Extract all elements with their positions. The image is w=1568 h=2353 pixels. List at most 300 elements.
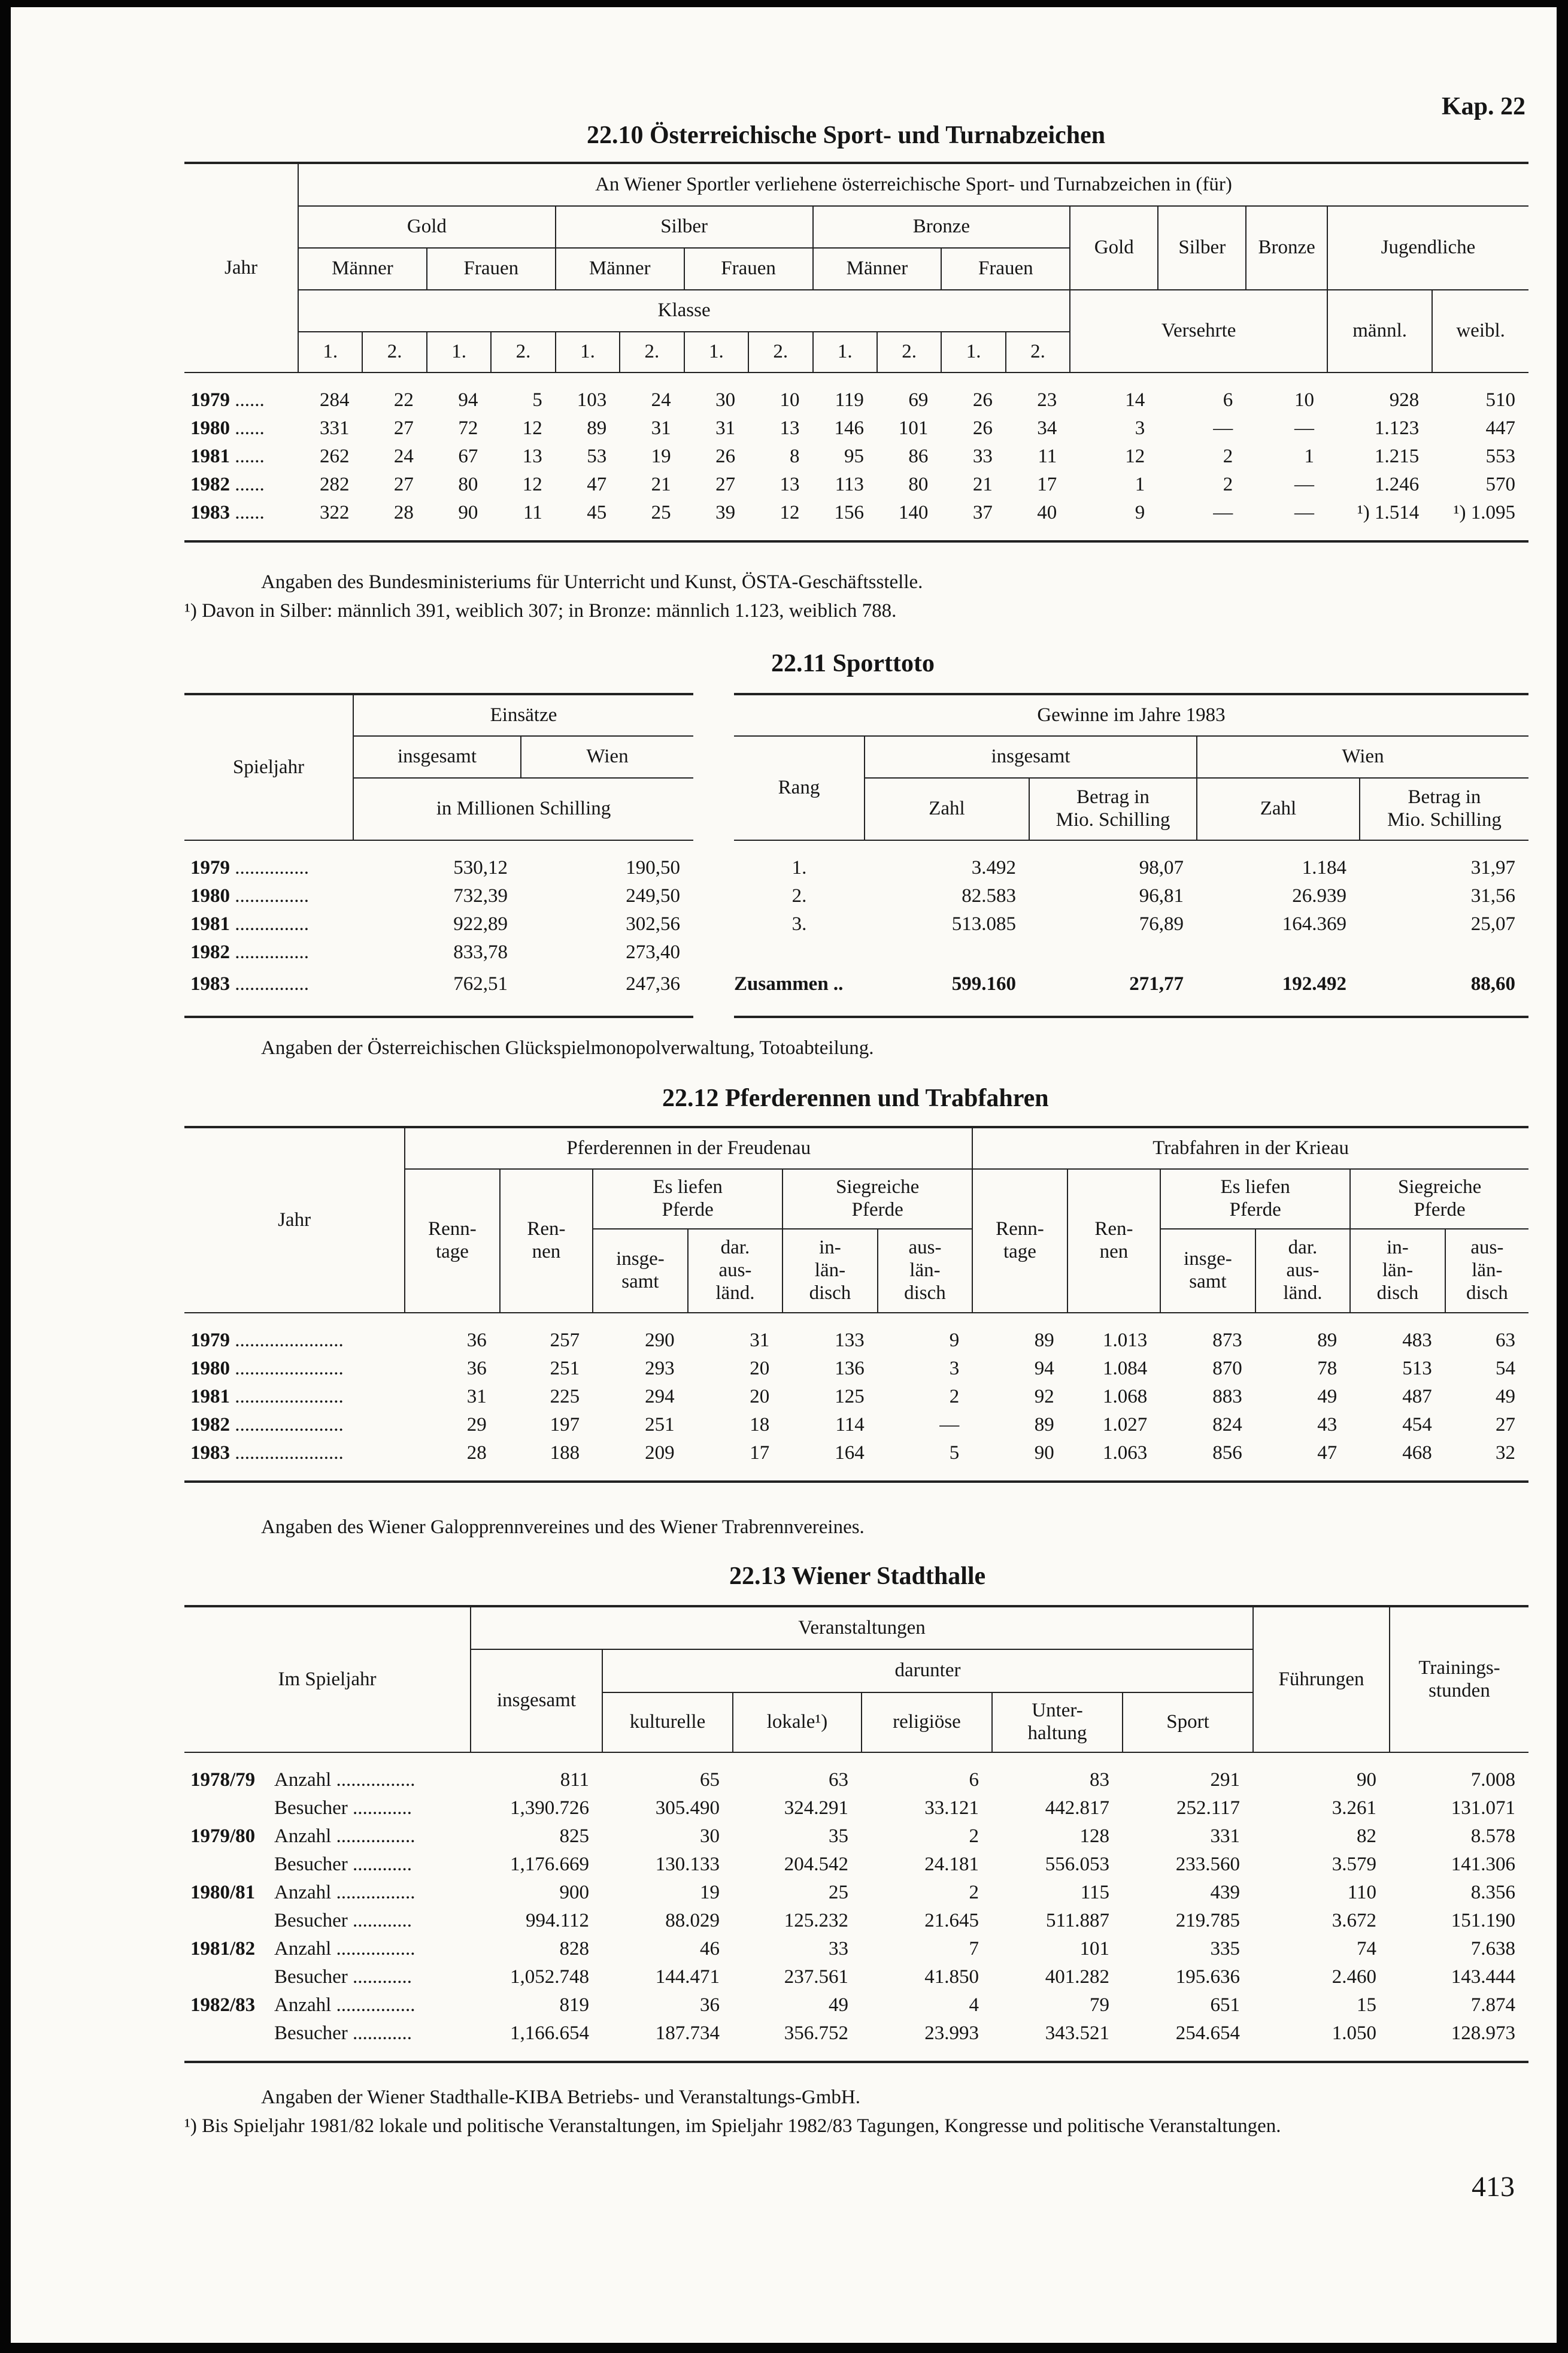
- header-maennl: männl.: [1327, 290, 1432, 373]
- betrag-line2: Mio. Schilling: [1056, 809, 1170, 831]
- table-cell: 94: [458, 389, 478, 411]
- table-cell: 146: [834, 417, 864, 439]
- table-cell: 133: [835, 1329, 865, 1351]
- header-auslaendisch: aus- län- disch: [1445, 1229, 1528, 1313]
- klasse-1: 1.: [684, 332, 748, 373]
- table-cell: 22: [393, 389, 414, 411]
- table-cell: 110: [1347, 1881, 1376, 1903]
- table-cell: 114: [835, 1413, 865, 1436]
- table-cell: 39: [715, 501, 736, 523]
- kind-label: Besucher: [274, 1909, 348, 1931]
- header-maenner: Männer: [298, 248, 427, 290]
- header-wien: Wien: [521, 736, 693, 778]
- header-weibl: weibl.: [1432, 290, 1528, 373]
- row-year: 1981 ...............: [190, 913, 309, 935]
- table-row: [184, 1439, 1528, 1467]
- table-cell: 80: [458, 473, 478, 495]
- table-cell: 69: [908, 389, 929, 411]
- footnote: ¹) Davon in Silber: männlich 391, weiblich 307; in Bronze: männlich 1.123, weiblich 788.: [184, 600, 897, 622]
- kind-label: Anzahl: [274, 1825, 332, 1847]
- table-cell: 290: [645, 1329, 675, 1351]
- table-row: [184, 471, 1528, 499]
- table-cell: 233.560: [1175, 1853, 1240, 1875]
- table-cell: 556.053: [1045, 1853, 1109, 1875]
- table-cell: 257: [550, 1329, 580, 1351]
- header-insgesamt: insge- samt: [593, 1229, 688, 1313]
- table-cell: 237.561: [784, 1966, 848, 1988]
- table-cell: 21: [972, 473, 993, 495]
- header-insgesamt: insgesamt: [471, 1649, 602, 1752]
- table-cell: 254.654: [1175, 2022, 1240, 2044]
- header-einsaetze: Einsätze: [353, 694, 693, 736]
- table-cell: 7: [969, 1937, 979, 1960]
- table-cell: 13: [780, 473, 800, 495]
- table-cell: 2.460: [1332, 1966, 1376, 1988]
- table-cell: 128.973: [1451, 2022, 1515, 2044]
- table-title: 22.12 Pferderennen und Trabfahren: [662, 1085, 1049, 1112]
- table-cell: 324.291: [784, 1797, 848, 1819]
- table-cell: 1.084: [1102, 1357, 1148, 1379]
- kind-label: Anzahl: [274, 1768, 332, 1791]
- table-cell: —: [939, 1413, 960, 1436]
- table-cell: 27: [1496, 1413, 1515, 1436]
- row-year: 1981 ......: [190, 445, 265, 467]
- header-siegreiche: Siegreiche Pferde: [1350, 1169, 1528, 1229]
- pferderennen-table: [184, 1126, 1528, 1483]
- page-number: 413: [1472, 2171, 1515, 2203]
- table-row: [184, 1907, 1528, 1935]
- klasse-2: 2.: [1006, 332, 1070, 373]
- header-mio: in Millionen Schilling: [353, 778, 693, 840]
- year-label: 1979: [190, 389, 230, 411]
- table-cell: 2: [1223, 445, 1233, 467]
- table-cell: 30: [715, 389, 736, 411]
- table-cell: 18: [750, 1413, 770, 1436]
- header-darausl: dar. aus- länd.: [1255, 1229, 1351, 1313]
- table-cell: 12: [522, 473, 542, 495]
- klasse-2: 2.: [877, 332, 941, 373]
- col-rang: Rang: [734, 736, 865, 840]
- table-cell: 27: [715, 473, 736, 495]
- table-cell: —: [1294, 473, 1314, 495]
- table-cell: 88.029: [665, 1909, 720, 1931]
- table-cell: 26: [715, 445, 736, 467]
- table-cell: 188: [550, 1442, 580, 1464]
- table-cell: 1,166.654: [510, 2022, 589, 2044]
- header-versehrte: Versehrte: [1070, 290, 1327, 373]
- header-krieau: Trabfahren in der Krieau: [972, 1127, 1528, 1169]
- table-cell: 26.939: [1292, 885, 1346, 907]
- row-label: 1981/82 Anzahl ................: [190, 1937, 415, 1960]
- table-cell: 31: [466, 1385, 487, 1407]
- table-cell: 13: [522, 445, 542, 467]
- header-bronze-v: Bronze: [1246, 206, 1327, 290]
- chapter-label: Kap. 22: [1442, 93, 1526, 120]
- row-year: 1979 ...............: [190, 856, 309, 879]
- header-siegreiche: Siegreiche Pferde: [783, 1169, 972, 1229]
- table-cell: 86: [908, 445, 929, 467]
- row-year: 1982 ......: [190, 473, 265, 495]
- table-cell: 870: [1212, 1357, 1242, 1379]
- table-cell: 331: [1210, 1825, 1240, 1847]
- year-label: 1981: [190, 913, 230, 935]
- table-cell: 28: [393, 501, 414, 523]
- table-cell: 101: [898, 417, 929, 439]
- table-cell: 92: [1034, 1385, 1054, 1407]
- table-cell: 5: [949, 1442, 960, 1464]
- table-cell: 2: [1223, 473, 1233, 495]
- table-cell: 164.369: [1282, 913, 1346, 935]
- table-cell: 9: [949, 1329, 960, 1351]
- table-cell: 90: [458, 501, 478, 523]
- table-cell: 82.583: [962, 885, 1016, 907]
- table-cell: 251: [550, 1357, 580, 1379]
- sport-badges-table: [184, 162, 1528, 543]
- table-cell: 32: [1496, 1442, 1515, 1464]
- table-cell: 1.063: [1102, 1442, 1148, 1464]
- table-cell: 825: [559, 1825, 589, 1847]
- table-cell: 12: [522, 417, 542, 439]
- table-cell: 95: [844, 445, 864, 467]
- table-cell: 31,97: [1470, 856, 1515, 879]
- table-cell: 21: [651, 473, 671, 495]
- table-cell: 31: [750, 1329, 770, 1351]
- table-row: [184, 443, 1528, 471]
- table-cell: 247,36: [626, 973, 680, 995]
- table-cell: 46: [700, 1937, 720, 1960]
- kind-label: Anzahl: [274, 1994, 332, 2016]
- header-auslaendisch: aus- län- disch: [878, 1229, 973, 1313]
- table-cell: 12: [780, 501, 800, 523]
- table-cell: 293: [645, 1357, 675, 1379]
- table-row: [184, 967, 693, 1003]
- table-end: [184, 2048, 1528, 2062]
- table-cell: 2: [949, 1385, 960, 1407]
- klasse-1: 1.: [556, 332, 620, 373]
- table-cell: 1.215: [1375, 445, 1420, 467]
- year-label: 1981: [190, 445, 230, 467]
- total-cell: 271,77: [1129, 973, 1184, 995]
- table-cell: 31,56: [1470, 885, 1515, 907]
- table-cell: 45: [587, 501, 607, 523]
- row-label: Besucher ............: [274, 1909, 413, 1931]
- header-silber: Silber: [556, 206, 813, 248]
- table-cell: 1: [1135, 473, 1145, 495]
- table-cell: 197: [550, 1413, 580, 1436]
- kind-label: Besucher: [274, 1853, 348, 1875]
- row-year: 1983 ...............: [190, 973, 309, 995]
- header-darunter: darunter: [602, 1649, 1253, 1692]
- table-cell: 252.117: [1176, 1797, 1240, 1819]
- table-cell: 11: [1038, 445, 1057, 467]
- table-cell: 8: [790, 445, 800, 467]
- header-maenner: Männer: [556, 248, 684, 290]
- table-end: [184, 1467, 1528, 1482]
- table-cell: 49: [1496, 1385, 1515, 1407]
- table-cell: 27: [393, 473, 414, 495]
- table-cell: 273,40: [626, 941, 680, 963]
- table-cell: 511.887: [1045, 1909, 1109, 1931]
- table-row: [184, 1851, 1528, 1879]
- table-cell: 762,51: [453, 973, 508, 995]
- table-cell: 331: [319, 417, 350, 439]
- table-cell: 19: [700, 1881, 720, 1903]
- table-cell: 17: [1037, 473, 1057, 495]
- table-cell: 209: [645, 1442, 675, 1464]
- table-cell: 98,07: [1139, 856, 1184, 879]
- table-cell: 225: [550, 1385, 580, 1407]
- header-maenner: Männer: [813, 248, 942, 290]
- table-cell: 9: [1135, 501, 1145, 523]
- table-cell: 10: [1294, 389, 1314, 411]
- season-label: 1979/80: [190, 1825, 256, 1847]
- kind-label: Anzahl: [274, 1881, 332, 1903]
- table-cell: 856: [1212, 1442, 1242, 1464]
- table-cell: 442.817: [1045, 1797, 1109, 1819]
- header-wien: Wien: [1197, 736, 1528, 778]
- klasse-1: 1.: [427, 332, 491, 373]
- season-label: 1982/83: [190, 1994, 256, 2016]
- row-label: 1982/83 Anzahl ................: [190, 1994, 415, 2016]
- year-label: 1982: [190, 1413, 230, 1436]
- total-label: Zusammen ..: [734, 973, 844, 995]
- table-cell: 900: [559, 1881, 589, 1903]
- table-cell: —: [1294, 501, 1314, 523]
- header-bronze: Bronze: [813, 206, 1070, 248]
- row-year: 1982 ......................: [190, 1413, 344, 1436]
- row-year: 1980 ...............: [190, 885, 309, 907]
- header-sport: Sport: [1123, 1692, 1253, 1752]
- header-inlaendisch: in- län- disch: [1350, 1229, 1445, 1313]
- table-cell: 115: [1080, 1881, 1109, 1903]
- table-cell: 144.471: [655, 1966, 720, 1988]
- table-cell: 10: [780, 389, 800, 411]
- table-cell: 125.232: [784, 1909, 848, 1931]
- rang-label: 1.: [791, 856, 807, 879]
- year-label: 1979: [190, 1329, 230, 1351]
- table-cell: 76,89: [1139, 913, 1184, 935]
- table-row: [184, 414, 1528, 443]
- table-cell: 34: [1037, 417, 1057, 439]
- table-cell: 89: [1317, 1329, 1337, 1351]
- table-cell: 49: [829, 1994, 848, 2016]
- table-cell: 141.306: [1451, 1853, 1515, 1875]
- klasse-2: 2.: [491, 332, 555, 373]
- header-frauen: Frauen: [684, 248, 813, 290]
- betrag-line1: Betrag in: [1408, 786, 1481, 808]
- table-cell: 89: [1034, 1413, 1054, 1436]
- table-cell: 3.672: [1332, 1909, 1376, 1931]
- table-end: [184, 1003, 693, 1017]
- table-cell: 513: [1402, 1357, 1432, 1379]
- table-cell: 47: [1317, 1442, 1337, 1464]
- table-title: 22.11 Sporttoto: [771, 650, 935, 677]
- table-cell: 4: [969, 1994, 979, 2016]
- table-row: [184, 1879, 1528, 1907]
- table-cell: 302,56: [626, 913, 680, 935]
- header-renntage: Renn- tage: [972, 1169, 1067, 1313]
- year-label: 1983: [190, 973, 230, 995]
- table-cell: 90: [1034, 1442, 1054, 1464]
- row-label: Besucher ............: [274, 1797, 413, 1819]
- rang-label: 3.: [791, 913, 807, 935]
- table-cell: 113: [835, 473, 864, 495]
- table-row: [184, 854, 693, 882]
- year-label: 1980: [190, 417, 230, 439]
- table-cell: ¹) 1.095: [1453, 501, 1515, 523]
- klasse-1: 1.: [813, 332, 877, 373]
- klasse-1: 1.: [941, 332, 1005, 373]
- table-cell: 219.785: [1175, 1909, 1240, 1931]
- table-cell: 23.993: [924, 2022, 979, 2044]
- table-cell: 40: [1037, 501, 1057, 523]
- table-cell: 928: [1389, 389, 1420, 411]
- table-cell: 33.121: [924, 1797, 979, 1819]
- table-cell: 20: [750, 1385, 770, 1407]
- table-cell: 8.578: [1470, 1825, 1515, 1847]
- table-cell: 487: [1402, 1385, 1432, 1407]
- table-cell: 49: [1317, 1385, 1337, 1407]
- table-row: [734, 882, 1528, 910]
- table-cell: 6: [1223, 389, 1233, 411]
- klasse-2: 2.: [620, 332, 684, 373]
- year-label: 1982: [190, 941, 230, 963]
- table-cell: 343.521: [1045, 2022, 1109, 2044]
- row-label: Besucher ............: [274, 2022, 413, 2044]
- header-inlaendisch: in- län- disch: [783, 1229, 878, 1313]
- table-cell: 26: [972, 417, 993, 439]
- table-cell: 1.027: [1102, 1413, 1148, 1436]
- table-cell: 96,81: [1139, 885, 1184, 907]
- header-gold: Gold: [298, 206, 556, 248]
- table-cell: 29: [466, 1413, 487, 1436]
- table-cell: 3.492: [971, 856, 1016, 879]
- kind-label: Besucher: [274, 1797, 348, 1819]
- table-row: [734, 910, 1528, 938]
- total-cell: 88,60: [1470, 973, 1515, 995]
- table-cell: 8.356: [1470, 1881, 1515, 1903]
- header-gewinne: Gewinne im Jahre 1983: [734, 694, 1528, 736]
- table-cell: 570: [1485, 473, 1515, 495]
- header-frauen: Frauen: [427, 248, 556, 290]
- header-veranstaltungen: Veranstaltungen: [471, 1606, 1253, 1649]
- col-jahr: Jahr: [184, 1127, 405, 1313]
- table-cell: —: [1294, 417, 1314, 439]
- table-cell: 356.752: [784, 2022, 848, 2044]
- table-cell: 3: [1135, 417, 1145, 439]
- table-cell: 2: [969, 1881, 979, 1903]
- year-label: 1983: [190, 501, 230, 523]
- table-cell: 128: [1079, 1825, 1109, 1847]
- table-cell: 33: [972, 445, 993, 467]
- table-cell: 31: [715, 417, 736, 439]
- table-cell: 53: [587, 445, 607, 467]
- header-frauen: Frauen: [941, 248, 1070, 290]
- table-cell: 284: [319, 389, 350, 411]
- table-cell: 25: [829, 1881, 848, 1903]
- row-label: Besucher ............: [274, 1966, 413, 1988]
- table-cell: 3.261: [1332, 1797, 1376, 1819]
- table-cell: 3.579: [1332, 1853, 1376, 1875]
- table-cell: 143.444: [1451, 1966, 1515, 1988]
- table-cell: 1.184: [1302, 856, 1346, 879]
- table-end: [184, 527, 1528, 541]
- header-unterhaltung: Unter- haltung: [992, 1692, 1123, 1752]
- table-cell: 819: [559, 1994, 589, 2016]
- header-zahl: Zahl: [1197, 778, 1360, 840]
- table-cell: 1,390.726: [510, 1797, 589, 1819]
- table-spacer: [734, 938, 1528, 967]
- table-cell: 468: [1402, 1442, 1432, 1464]
- table-cell: 31: [651, 417, 671, 439]
- table-cell: 33: [829, 1937, 848, 1960]
- table-cell: 249,50: [626, 885, 680, 907]
- table-cell: 37: [972, 501, 993, 523]
- row-year: 1982 ...............: [190, 941, 309, 963]
- table-row: [734, 854, 1528, 882]
- table-row: [184, 1991, 1528, 2019]
- row-year: 1979 ......................: [190, 1329, 344, 1351]
- header-es-liefen: Es liefen Pferde: [1160, 1169, 1350, 1229]
- table-cell: 36: [466, 1329, 487, 1351]
- row-year: 1980 ......: [190, 417, 265, 439]
- season-label: 1981/82: [190, 1937, 256, 1960]
- col-jahr: Jahr: [184, 163, 298, 373]
- table-cell: 1,176.669: [510, 1853, 589, 1875]
- klasse-2: 2.: [748, 332, 812, 373]
- col-spieljahr: Spieljahr: [184, 694, 353, 840]
- total-row: [734, 967, 1528, 1003]
- header-main: An Wiener Sportler verliehene österreichische Sport- und Turnabzeichen in (für): [298, 163, 1528, 206]
- table-cell: 94: [1034, 1357, 1054, 1379]
- table-cell: 89: [1034, 1329, 1054, 1351]
- season-label: 1978/79: [190, 1768, 256, 1791]
- header-lokale: lokale¹): [733, 1692, 862, 1752]
- betrag-line1: Betrag in: [1076, 786, 1150, 808]
- table-cell: 883: [1212, 1385, 1242, 1407]
- header-religioese: religiöse: [862, 1692, 992, 1752]
- table-cell: 131.071: [1451, 1797, 1515, 1819]
- row-label: 1978/79 Anzahl ................: [190, 1768, 415, 1791]
- table-cell: 824: [1212, 1413, 1242, 1436]
- table-cell: 67: [458, 445, 478, 467]
- year-label: 1980: [190, 1357, 230, 1379]
- header-kulturelle: kulturelle: [602, 1692, 733, 1752]
- table-cell: 922,89: [453, 913, 508, 935]
- total-cell: 192.492: [1282, 973, 1346, 995]
- row-year: 1983 ......................: [190, 1442, 344, 1464]
- header-zahl: Zahl: [865, 778, 1029, 840]
- table-row: [184, 1794, 1528, 1822]
- header-silber-v: Silber: [1158, 206, 1246, 290]
- table-cell: 828: [559, 1937, 589, 1960]
- table-cell: 74: [1357, 1937, 1376, 1960]
- year-label: 1980: [190, 885, 230, 907]
- table-cell: 41.850: [924, 1966, 979, 1988]
- table-row: [184, 2019, 1528, 2048]
- table-cell: 811: [560, 1768, 589, 1791]
- table-cell: 322: [319, 501, 350, 523]
- table-row: [184, 882, 693, 910]
- header-insgesamt: insgesamt: [865, 736, 1197, 778]
- table-cell: 24: [393, 445, 414, 467]
- kind-label: Besucher: [274, 1966, 348, 1988]
- table-cell: 27: [393, 417, 414, 439]
- table-cell: —: [1213, 501, 1233, 523]
- table-title: 22.13 Wiener Stadthalle: [729, 1562, 986, 1590]
- table-cell: 83: [1090, 1768, 1109, 1791]
- table-cell: 19: [651, 445, 671, 467]
